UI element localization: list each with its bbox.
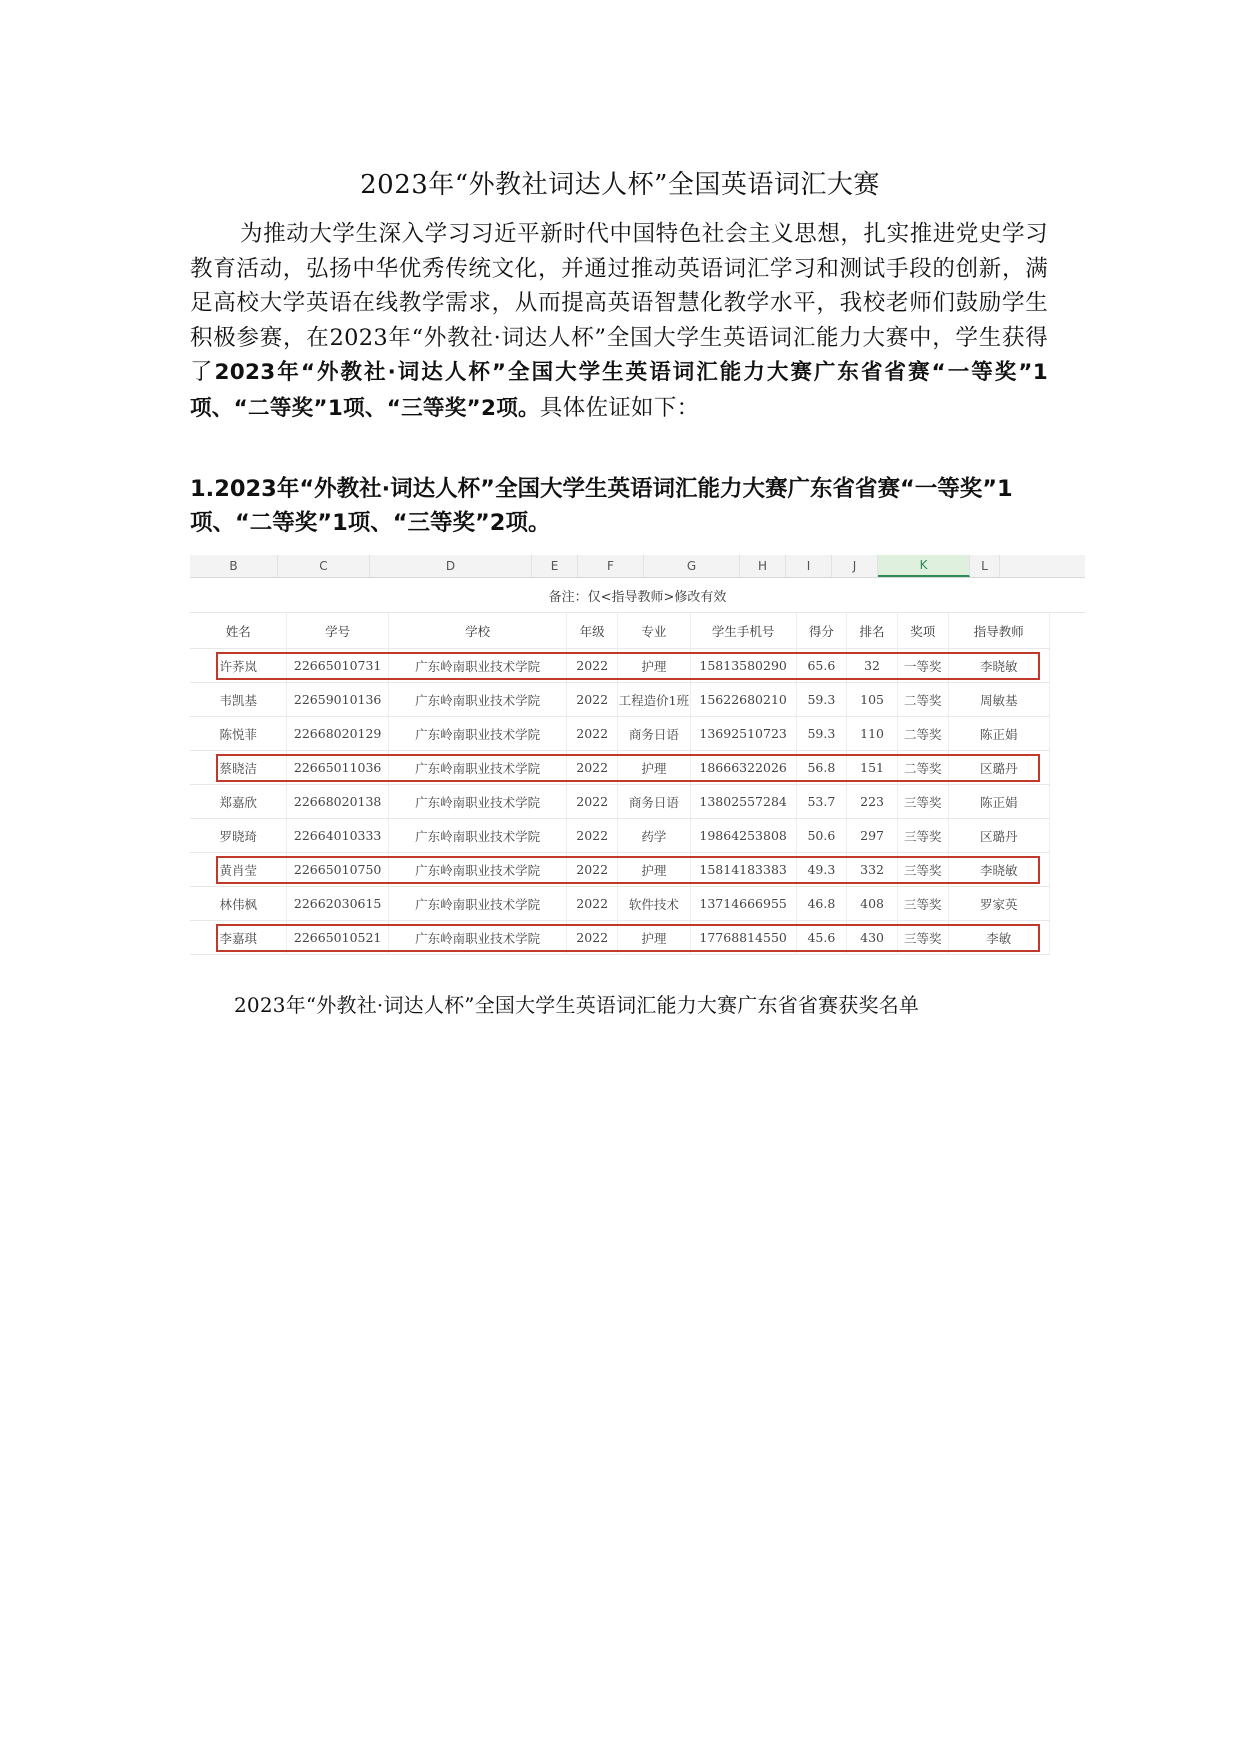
table-cell[interactable]: 软件技术	[618, 887, 691, 921]
table-cell[interactable]: 332	[847, 853, 898, 887]
table-cell[interactable]: 15622680210	[690, 683, 796, 717]
intro-text-start: 为推动大学生深入学习习近平新时代中国特色社会主义思想，扎实推进党史学习教育活动，弘扬中华优秀传统文化，并通过推动英语词汇学习和测试手段的创新，满足高校大学英语在线教学需求，从而提高英语智慧化教学水平，我校老师们鼓励学生积极参赛，在2023年“外教社·词达人杯”全国大学生英语词汇能力大赛中，学生获得了	[190, 221, 1048, 386]
table-cell[interactable]: 药学	[618, 819, 691, 853]
header-cell: 指导教师	[948, 613, 1049, 649]
table-cell[interactable]: 22668020138	[287, 785, 388, 819]
table-cell[interactable]: 陈悦菲	[190, 717, 287, 751]
table-row	[190, 819, 1050, 853]
highlight-box	[216, 652, 1040, 680]
table-cell[interactable]: 黄肖莹	[190, 853, 287, 887]
table-cell[interactable]: 65.6	[796, 649, 847, 683]
table-cell[interactable]: 13692510723	[690, 717, 796, 751]
header-cell: 专业	[618, 613, 691, 649]
table-row	[190, 785, 1050, 819]
table-cell[interactable]: 17768814550	[690, 921, 796, 955]
table-cell[interactable]: 223	[847, 785, 898, 819]
table-cell[interactable]: 46.8	[796, 887, 847, 921]
header-cell: 排名	[847, 613, 898, 649]
table-cell[interactable]: 广东岭南职业技术学院	[388, 819, 567, 853]
column-letter-header	[190, 555, 1085, 578]
table-cell[interactable]: 三等奖	[897, 819, 948, 853]
table-cell[interactable]: 工程造价1班	[618, 683, 691, 717]
table-cell[interactable]: 32	[847, 649, 898, 683]
page-title: 2023年“外教社词达人杯”全国英语词汇大赛	[360, 170, 880, 200]
table-cell[interactable]: 三等奖	[897, 921, 948, 955]
table-cell[interactable]: 李敏	[948, 921, 1049, 955]
table-cell[interactable]: 蔡晓洁	[190, 751, 287, 785]
table-cell[interactable]: 22665010521	[287, 921, 388, 955]
table-header-row	[190, 613, 1050, 649]
table-cell[interactable]: 李嘉琪	[190, 921, 287, 955]
table-cell[interactable]: 22665010731	[287, 649, 388, 683]
table-cell[interactable]: 2022	[567, 853, 618, 887]
table-cell[interactable]: 110	[847, 717, 898, 751]
table-cell[interactable]: 陈正娟	[948, 717, 1049, 751]
table-cell[interactable]: 广东岭南职业技术学院	[388, 921, 567, 955]
highlight-box	[216, 924, 1040, 952]
header-cell: 奖项	[897, 613, 948, 649]
column-letter-l[interactable]: L	[970, 555, 1000, 577]
column-letter-e[interactable]: E	[532, 555, 578, 577]
table-cell[interactable]: 297	[847, 819, 898, 853]
award-spreadsheet-screenshot	[190, 555, 1085, 967]
table-cell[interactable]: 22664010333	[287, 819, 388, 853]
header-cell: 学校	[388, 613, 567, 649]
table-cell[interactable]: 二等奖	[897, 751, 948, 785]
table-cell[interactable]: 护理	[618, 649, 691, 683]
table-cell[interactable]: 2022	[567, 751, 618, 785]
header-cell: 姓名	[190, 613, 287, 649]
table-cell[interactable]: 许荞岚	[190, 649, 287, 683]
table-cell[interactable]: 罗家英	[948, 887, 1049, 921]
table-cell[interactable]: 13802557284	[690, 785, 796, 819]
column-letter-j[interactable]: J	[832, 555, 878, 577]
table-cell[interactable]: 105	[847, 683, 898, 717]
table-cell[interactable]: 13714666955	[690, 887, 796, 921]
column-letter-d[interactable]: D	[370, 555, 532, 577]
column-letter-k[interactable]: K	[878, 555, 970, 577]
table-cell[interactable]: 韦凯基	[190, 683, 287, 717]
table-cell[interactable]: 罗晓琦	[190, 819, 287, 853]
table-cell[interactable]: 2022	[567, 683, 618, 717]
table-cell[interactable]: 2022	[567, 785, 618, 819]
table-cell[interactable]: 53.7	[796, 785, 847, 819]
table-row	[190, 717, 1050, 751]
table-cell[interactable]: 2022	[567, 649, 618, 683]
table-cell[interactable]: 二等奖	[897, 717, 948, 751]
table-row	[190, 683, 1050, 717]
table-cell[interactable]: 护理	[618, 921, 691, 955]
table-cell[interactable]: 三等奖	[897, 785, 948, 819]
table-cell[interactable]: 区璐丹	[948, 751, 1049, 785]
table-cell[interactable]: 22668020129	[287, 717, 388, 751]
table-cell[interactable]: 22662030615	[287, 887, 388, 921]
table-cell[interactable]: 区璐丹	[948, 819, 1049, 853]
section-heading: 1.2023年“外教社·词达人杯”全国大学生英语词汇能力大赛广东省省赛“一等奖”1项、“二等奖”1项、“三等奖”2项。	[190, 476, 1013, 536]
table-cell[interactable]: 430	[847, 921, 898, 955]
column-letter-b[interactable]: B	[190, 555, 278, 577]
table-cell[interactable]: 李晓敏	[948, 853, 1049, 887]
table-cell[interactable]: 22659010136	[287, 683, 388, 717]
table-cell[interactable]: 广东岭南职业技术学院	[388, 751, 567, 785]
header-cell: 年级	[567, 613, 618, 649]
table-cell[interactable]: 三等奖	[897, 853, 948, 887]
table-cell[interactable]: 2022	[567, 921, 618, 955]
table-cell[interactable]: 49.3	[796, 853, 847, 887]
table-cell[interactable]: 郑嘉欣	[190, 785, 287, 819]
intro-text-end: 具体佐证如下：	[539, 394, 700, 421]
table-cell[interactable]: 广东岭南职业技术学院	[388, 887, 567, 921]
table-cell[interactable]: 408	[847, 887, 898, 921]
table-cell[interactable]: 59.3	[796, 717, 847, 751]
table-cell[interactable]: 59.3	[796, 683, 847, 717]
table-cell[interactable]: 15814183383	[690, 853, 796, 887]
table-cell[interactable]: 广东岭南职业技术学院	[388, 853, 567, 887]
column-letter-h[interactable]: H	[740, 555, 786, 577]
table-cell[interactable]: 2022	[567, 717, 618, 751]
table-cell[interactable]: 一等奖	[897, 649, 948, 683]
column-letter-f[interactable]: F	[578, 555, 644, 577]
table-cell[interactable]: 广东岭南职业技术学院	[388, 717, 567, 751]
table-cell[interactable]: 广东岭南职业技术学院	[388, 785, 567, 819]
table-cell[interactable]: 广东岭南职业技术学院	[388, 683, 567, 717]
table-cell[interactable]: 151	[847, 751, 898, 785]
sheet-note: 备注：仅<指导教师>修改有效	[190, 578, 1085, 613]
table-cell[interactable]: 22665011036	[287, 751, 388, 785]
table-cell[interactable]: 李晓敏	[948, 649, 1049, 683]
table-caption: 2023年“外教社·词达人杯”全国大学生英语词汇能力大赛广东省省赛获奖名单	[234, 993, 920, 1017]
table-cell[interactable]: 商务日语	[618, 785, 691, 819]
column-letter-c[interactable]: C	[278, 555, 370, 577]
highlight-box	[216, 856, 1040, 884]
table-cell[interactable]: 商务日语	[618, 717, 691, 751]
table-row	[190, 887, 1050, 921]
table-cell[interactable]: 2022	[567, 819, 618, 853]
table-cell[interactable]: 林伟枫	[190, 887, 287, 921]
header-cell: 学号	[287, 613, 388, 649]
table-cell[interactable]: 周敏基	[948, 683, 1049, 717]
table-cell[interactable]: 护理	[618, 853, 691, 887]
table-cell[interactable]: 15813580290	[690, 649, 796, 683]
column-letter-i[interactable]: I	[786, 555, 832, 577]
table-cell[interactable]: 56.8	[796, 751, 847, 785]
header-cell: 得分	[796, 613, 847, 649]
table-cell[interactable]: 2022	[567, 887, 618, 921]
table-cell[interactable]: 三等奖	[897, 887, 948, 921]
header-cell: 学生手机号	[690, 613, 796, 649]
table-cell[interactable]: 19864253808	[690, 819, 796, 853]
highlight-box	[216, 754, 1040, 782]
intro-paragraph	[190, 217, 1048, 427]
table-cell[interactable]: 二等奖	[897, 683, 948, 717]
table-cell[interactable]: 22665010750	[287, 853, 388, 887]
table-cell[interactable]: 广东岭南职业技术学院	[388, 649, 567, 683]
table-cell[interactable]: 18666322026	[690, 751, 796, 785]
table-cell[interactable]: 护理	[618, 751, 691, 785]
intro-text-bold: 2023年“外教社·词达人杯”全国大学生英语词汇能力大赛广东省省赛“一等奖”1项、“二等奖”1项、“三等奖”2项。	[190, 360, 1048, 421]
table-cell[interactable]: 陈正娟	[948, 785, 1049, 819]
table-cell[interactable]: 50.6	[796, 819, 847, 853]
table-cell[interactable]: 45.6	[796, 921, 847, 955]
column-letter-g[interactable]: G	[644, 555, 740, 577]
